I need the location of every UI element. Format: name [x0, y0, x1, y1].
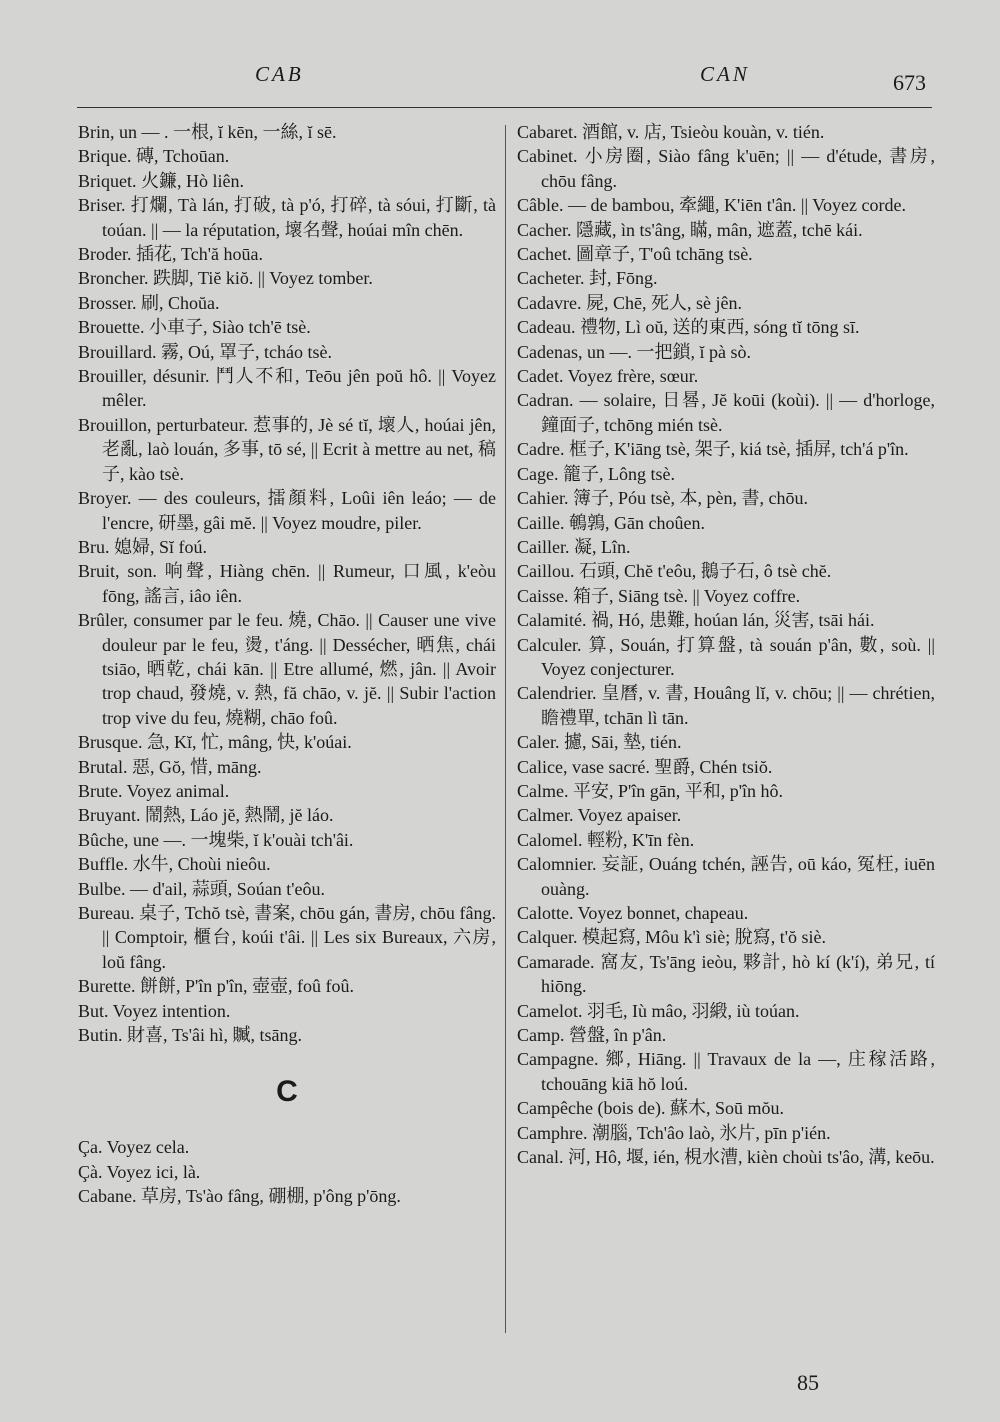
dictionary-entry: Caisse. 箱子, Siāng tsè. || Voyez coffre.	[517, 585, 801, 606]
dictionary-entry: Bulbe. — d'ail, 蒜頭, Soúan t'eôu.	[78, 878, 325, 899]
dictionary-entry: Brouillard. 霧, Oú, 罩子, tcháo tsè.	[78, 341, 332, 362]
dictionary-entry: Brusque. 急, Kĭ, 忙, mâng, 快, k'oúai.	[78, 732, 352, 753]
dictionary-entry: Calculer. 算, Souán, 打算盤, tà souán p'ân, 數, soù. || Voyez conjecturer.	[517, 634, 935, 679]
dictionary-entry: Calomnier. 妄証, Ouáng tchén, 誣告, oū káo, 冤枉, iuēn ouàng.	[517, 854, 935, 899]
dictionary-entry: Caille. 鵪鶉, Gān choûen.	[517, 512, 705, 533]
dictionary-entry: Butin. 財喜, Ts'âi hì, 贓, tsāng.	[78, 1025, 302, 1046]
dictionary-entry: Campagne. 鄉, Hiāng. || Travaux de la —, 庄稼活路, tchouāng kiā hŏ loú.	[517, 1049, 935, 1094]
running-header-right: CAN	[700, 62, 750, 86]
dictionary-entry: Caillou. 石頭, Chĕ t'eôu, 鵝子石, ô tsè chĕ.	[517, 561, 832, 582]
dictionary-entry: Cahier. 簿子, Póu tsè, 本, pèn, 書, chōu.	[517, 488, 808, 509]
section-letter: C	[276, 1075, 298, 1109]
header-rule	[77, 107, 932, 108]
dictionary-entry: Cachet. 圖章子, T'oû tchāng tsè.	[517, 244, 753, 265]
dictionary-entry: Cadet. Voyez frère, sœur.	[517, 366, 699, 387]
dictionary-entry: Calomel. 輕粉, K'īn fèn.	[517, 829, 695, 850]
dictionary-entry: Cabane. 草房, Ts'ào fâng, 硼棚, p'ông p'ōng.	[78, 1186, 401, 1207]
dictionary-entry: Calotte. Voyez bonnet, chapeau.	[517, 903, 749, 923]
dictionary-entry: Buffle. 水牛, Choùi nieôu.	[78, 854, 271, 875]
dictionary-entry: Cage. 籠子, Lông tsè.	[517, 463, 675, 484]
dictionary-entry: Brutal. 惡, Gŏ, 惜, māng.	[78, 756, 262, 777]
dictionary-entry: Brute. Voyez animal.	[78, 780, 230, 801]
right-entries	[517, 120, 935, 1169]
dictionary-entry: Brin, un — . 一根, ĭ kēn, 一絲, ĭ sē.	[78, 122, 337, 142]
dictionary-entry: Bruit, son. 响聲, Hiàng chēn. || Rumeur, 口風, k'eòu fōng, 謠言, iâo iên.	[78, 561, 496, 606]
dictionary-entry: Cadre. 框子, K'iāng tsè, 架子, kiá tsè, 插屏, tch'á p'în.	[517, 439, 909, 460]
dictionary-entry: Câble. — de bambou, 牽繩, K'iēn t'ân. || Voyez corde.	[517, 195, 906, 216]
dictionary-entry: Brosser. 刷, Choŭa.	[78, 292, 220, 313]
dictionary-entry: Cabinet. 小房圈, Siào fâng k'uēn; || — d'étude, 書房, chōu fâng.	[517, 146, 935, 191]
dictionary-entry: Çà. Voyez ici, là.	[78, 1161, 201, 1182]
dictionary-entry: Briquet. 火鐮, Hò liên.	[78, 170, 244, 191]
page-number: 673	[893, 70, 926, 95]
dictionary-entry: Bureau. 桌子, Tchŏ tsè, 書案, chōu gán, 書房, chōu fâng. || Comptoir, 櫃台, koúi t'âi. || Les six Bureaux, 六房, loŭ fâng.	[78, 903, 496, 972]
dictionary-entry: Bûche, une —. 一塊柴, ĭ k'ouài tch'âi.	[78, 829, 354, 850]
dictionary-entry: Cacher. 隱藏, ìn ts'âng, 瞞, mân, 遮蓋, tchē kái.	[517, 219, 863, 240]
running-header-left: CAB	[255, 62, 304, 86]
dictionary-entry: Brouiller, désunir. 鬥人不和, Teōu jên poŭ hô. || Voyez mêler.	[78, 366, 496, 411]
dictionary-entry: Cadenas, un —. 一把鎖, ĭ pà sò.	[517, 341, 751, 362]
dictionary-entry: Briser. 打爛, Tà lán, 打破, tà p'ó, 打碎, tà sóui, 打斷, tà toúan. || — la réputation, 壞名聲, hoúai mîn chēn.	[78, 195, 496, 240]
dictionary-entry: Camelot. 羽毛, Iù mâo, 羽緞, iù toúan.	[517, 1000, 800, 1021]
dictionary-entry: Calice, vase sacré. 聖爵, Chén tsiŏ.	[517, 756, 773, 777]
dictionary-entry: Ça. Voyez cela.	[78, 1137, 190, 1158]
dictionary-entry: Brique. 磚, Tchoūan.	[78, 146, 230, 167]
dictionary-entry: Cailler. 凝, Lîn.	[517, 536, 631, 557]
dictionary-entry: Brûler, consumer par le feu. 燒, Chāo. || Causer une vive douleur par le feu, 燙, t'áng. || Dessécher, 晒焦, chái tsiāo, 晒乾, chái kān. || Etre allumé, 燃, jân. || Avoir trop chaud, 發燒, v. 熱, fă chāo, v. jĕ. || Subir l'action trop vive du feu, 燒糊, chāo foû.	[78, 610, 496, 728]
dictionary-entry: Canal. 河, Hô, 堰, ién, 梘水漕, kièn choùi ts'âo, 溝, keōu.	[517, 1147, 935, 1168]
dictionary-entry: Caler. 攄, Sāi, 墊, tién.	[517, 732, 682, 753]
dictionary-entry: Camarade. 窩友, Ts'āng ieòu, 夥計, hò kí (k'í), 弟兄, tí hiōng.	[517, 951, 935, 997]
dictionary-entry: Calendrier. 皇曆, v. 書, Houâng lĭ, v. chōu; || — chrétien, 瞻禮單, tchān lì tān.	[517, 683, 935, 728]
dictionary-entry: Cadavre. 屍, Chē, 死人, sè jên.	[517, 292, 742, 313]
left-entries-after	[78, 1135, 496, 1208]
dictionary-entry: Cadran. — solaire, 日晷, Jĕ koūi (koùi). || — d'horloge, 鐘面子, tchōng mién tsè.	[517, 390, 935, 435]
dictionary-entry: Bru. 媳婦, Sĭ foú.	[78, 536, 208, 557]
dictionary-entry: Calquer. 模起寫, Môu k'ì siè; 脫寫, t'ŏ siè.	[517, 927, 826, 948]
dictionary-entry: Calme. 平安, P'în gān, 平和, p'în hô.	[517, 780, 783, 801]
dictionary-entry: Brouillon, perturbateur. 惹事的, Jè sé tĭ, 壞人, hoúai jên, 老亂, laò louán, 多事, tō sé, || Ecrit à mettre au net, 稿子, kào tsè.	[78, 414, 496, 484]
left-entries-before	[78, 120, 496, 1047]
dictionary-entry: Cacheter. 封, Fōng.	[517, 268, 658, 289]
dictionary-entry: Calamité. 禍, Hó, 患難, hoúan lán, 災害, tsāi hái.	[517, 610, 875, 631]
dictionary-entry: Cabaret. 酒館, v. 店, Tsieòu kouàn, v. tién.	[517, 122, 825, 142]
dictionary-entry: Broder. 插花, Tch'ă hoūa.	[78, 244, 263, 265]
dictionary-entry: But. Voyez intention.	[78, 1000, 231, 1021]
dictionary-entry: Bruyant. 鬧熱, Láo jĕ, 熱鬧, jĕ láo.	[78, 805, 334, 826]
dictionary-entry: Broncher. 跌脚, Tiĕ kiŏ. || Voyez tomber.	[78, 268, 373, 289]
signature-mark: 85	[797, 1370, 819, 1395]
dictionary-entry: Cadeau. 禮物, Lì oŭ, 送的東西, sóng tĭ tōng sī.	[517, 317, 860, 338]
dictionary-entry: Burette. 餅餅, P'în p'în, 壺壺, foû foû.	[78, 976, 354, 997]
left-column	[78, 120, 496, 1209]
column-divider	[505, 125, 506, 1333]
right-column	[517, 120, 935, 1169]
dictionary-entry: Camp. 營盤, în p'ân.	[517, 1025, 667, 1046]
dictionary-entry: Campêche (bois de). 蘇木, Soū mŏu.	[517, 1098, 784, 1119]
dictionary-entry: Broyer. — des couleurs, 擂顏料, Loûi iên leáo; — de l'encre, 研墨, gâi mĕ. || Voyez moudre, piler.	[78, 488, 496, 533]
dictionary-entry: Camphre. 潮腦, Tch'âo laò, 氷片, pīn p'ién.	[517, 1122, 831, 1143]
dictionary-entry: Brouette. 小車子, Siào tch'ē tsè.	[78, 317, 311, 338]
dictionary-entry: Calmer. Voyez apaiser.	[517, 805, 682, 826]
